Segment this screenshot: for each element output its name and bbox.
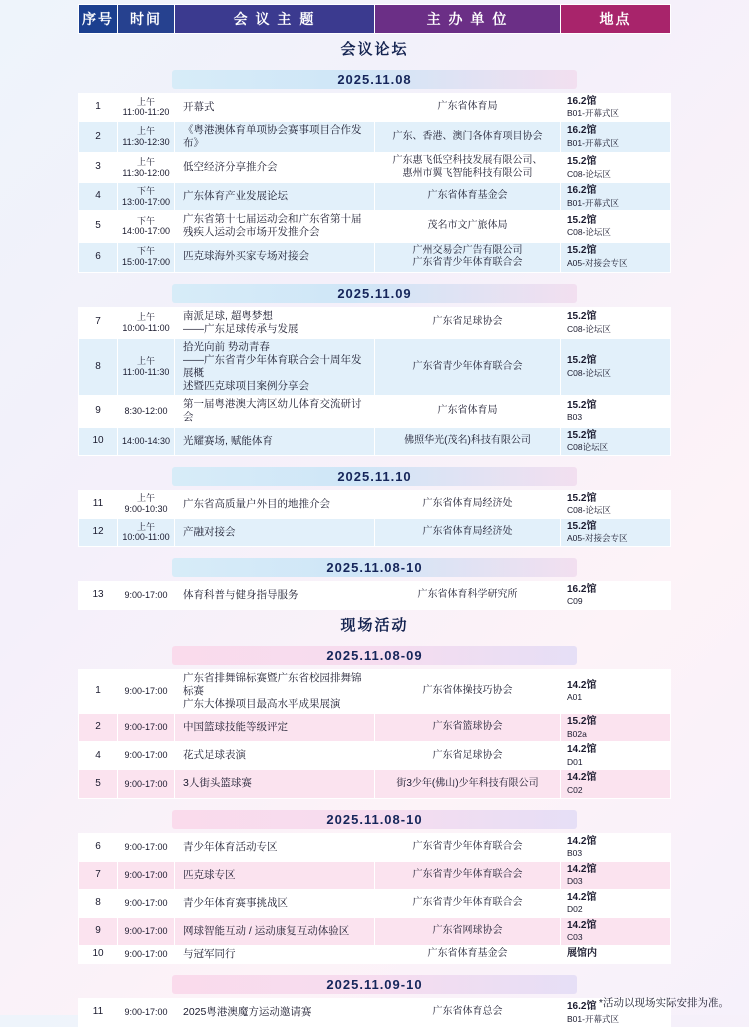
cell-time: 9:00-17:00 [118,770,175,798]
cell-time: 上午 11:00-11:30 [118,338,175,396]
table-row [79,714,671,742]
cell-topic: 开幕式 [175,93,375,121]
cell-no: 1 [79,93,118,121]
table-body [79,34,671,1027]
date-band [79,65,671,94]
cell-place [561,742,671,770]
cell-no: 8 [79,889,118,917]
table-row [79,338,671,396]
place-sub: C08论坛区 [567,442,609,452]
place-main: 16.2馆 [567,1001,597,1013]
table-row [79,669,671,713]
cell-place [561,93,671,121]
section-title: 现场活动 [340,617,409,634]
cell-time: 9:00-17:00 [118,714,175,742]
cell-topic: 第一届粤港澳大湾区幼儿体育交流研讨会 [175,396,375,427]
place-main: 展馆内 [567,948,597,960]
cell-organizer: 广东惠飞低空科技发展有限公司、 惠州市翼飞智能科技有限公司 [375,153,561,183]
cell-time: 8:30-12:00 [118,396,175,427]
column-header-organizer: 主 办 单 位 [375,5,561,34]
cell-time: 9:00-17:00 [118,861,175,889]
table-row [79,861,671,889]
place-main: 15.2馆 [567,245,597,257]
table-row [79,581,671,609]
place-sub: B01-开幕式区 [567,1013,619,1024]
cell-topic: 青少年体育赛事挑战区 [175,889,375,917]
table-row [79,833,671,861]
place-sub: A01 [567,692,583,703]
cell-time: 9:00-17:00 [118,742,175,770]
place-main: 15.2馆 [567,429,597,441]
cell-topic: 产融对接会 [175,518,375,546]
cell-topic: 广东体育产业发展论坛 [175,183,375,211]
cell-place [561,518,671,546]
place-sub: B01-开幕式区 [567,108,619,119]
place-main: 14.2馆 [567,835,597,847]
cell-no: 2 [79,121,118,152]
cell-organizer: 广东省足球协会 [375,307,561,338]
table-row [79,121,671,152]
cell-topic: 广东省第十七届运动会和广东省第十届 残疾人运动会市场开发推介会 [175,211,375,242]
place-main: 16.2馆 [567,125,597,137]
place-sub: C03 [567,932,583,943]
cell-topic: 光耀赛场, 赋能体育 [175,427,375,455]
place-sub: D01 [567,756,583,767]
place-sub: B01-开幕式区 [567,197,619,208]
date-band [79,462,671,491]
cell-time: 上午 10:00-11:00 [118,518,175,546]
cell-no: 9 [79,396,118,427]
place-main: 14.2馆 [567,679,597,691]
cell-organizer: 广东省体育基金会 [375,183,561,211]
cell-place [561,427,671,455]
cell-topic: 广东省排舞锦标赛暨广东省校园排舞锦标赛 广东大体操项目最高水平成果展演 [175,669,375,713]
cell-place [561,861,671,889]
column-header-topic: 会 议 主 题 [175,5,375,34]
place-sub: A05-对接会专区 [567,533,628,544]
cell-time: 14:00-14:30 [118,427,175,455]
cell-no: 10 [79,946,118,964]
cell-time: 9:00-17:00 [118,889,175,917]
table-row [79,889,671,917]
schedule-table [78,4,671,1027]
cell-place [561,917,671,945]
place-sub: D02 [567,904,583,915]
cell-topic: 匹克球专区 [175,861,375,889]
cell-no: 1 [79,669,118,713]
cell-topic: 广东省高质量户外目的地推介会 [175,490,375,518]
cell-organizer: 广东省体育局 [375,93,561,121]
cell-place [561,121,671,152]
cell-topic: 低空经济分享推介会 [175,153,375,183]
cell-place [561,396,671,427]
cell-topic: 《粤港澳体育单项协会赛事项目合作发布》 [175,121,375,152]
table-row [79,518,671,546]
cell-topic: 与冠军同行 [175,946,375,964]
place-main: 14.2馆 [567,863,597,875]
cell-organizer: 广东省网球协会 [375,917,561,945]
place-sub: B03 [567,848,583,858]
cell-no: 13 [79,581,118,609]
cell-place [561,211,671,242]
date-band-label: 2025.11.08-10 [172,810,577,829]
cell-topic: 2025粤港澳魔方运动邀请赛 [175,999,375,1027]
place-main: 16.2馆 [567,185,597,197]
place-sub: C08-论坛区 [567,367,611,378]
cell-place [561,183,671,211]
cell-no: 11 [79,999,118,1027]
cell-no: 10 [79,427,118,455]
date-band-label: 2025.11.08-10 [172,558,577,577]
table-row [79,770,671,798]
cell-time: 下午 13:00-17:00 [118,183,175,211]
cell-no: 2 [79,714,118,742]
cell-place [561,153,671,183]
cell-organizer: 广东省体育局经济处 [375,490,561,518]
place-main: 16.2馆 [567,583,597,595]
place-main: 16.2馆 [567,95,597,107]
cell-no: 7 [79,861,118,889]
cell-topic: 网球智能互动 / 运动康复互动体验区 [175,917,375,945]
cell-topic: 南派足球, 超粤梦想 ——广东足球传承与发展 [175,307,375,338]
cell-place [561,581,671,609]
place-main: 14.2馆 [567,744,597,756]
cell-time: 9:00-17:00 [118,669,175,713]
cell-no: 5 [79,211,118,242]
place-sub: B01-开幕式区 [567,137,619,148]
cell-organizer: 广东省体育科学研究所 [375,581,561,609]
table-row [79,307,671,338]
cell-organizer: 广东省体育局 [375,396,561,427]
cell-organizer: 佛照华光(茂名)科技有限公司 [375,427,561,455]
cell-time: 上午 11:30-12:30 [118,121,175,152]
cell-topic: 中国篮球技能等级评定 [175,714,375,742]
cell-organizer: 广东省体育基金会 [375,946,561,964]
place-main: 15.2馆 [567,520,597,532]
cell-organizer: 广东省体育局经济处 [375,518,561,546]
cell-no: 7 [79,307,118,338]
cell-topic: 拾光向前 势动青春 ——广东省青少年体育联合会十周年发展概 述暨匹克球项目案例分享会 [175,338,375,396]
cell-place [561,669,671,713]
table-row [79,93,671,121]
cell-time: 上午 9:00-10:30 [118,490,175,518]
date-band [79,805,671,834]
place-main: 15.2馆 [567,156,597,168]
cell-no: 12 [79,518,118,546]
cell-place [561,946,671,964]
place-main: 15.2馆 [567,492,597,504]
place-main: 14.2馆 [567,772,597,784]
cell-no: 9 [79,917,118,945]
date-band-label: 2025.11.08-09 [172,646,577,665]
place-sub: C09 [567,596,583,607]
table-row [79,999,671,1027]
cell-no: 6 [79,242,118,272]
cell-no: 4 [79,183,118,211]
place-main: 15.2馆 [567,214,597,226]
cell-time: 上午 11:30-12:00 [118,153,175,183]
cell-place [561,889,671,917]
cell-place [561,338,671,396]
place-main: 15.2馆 [567,716,597,728]
cell-organizer: 街3少年(佛山)少年科技有限公司 [375,770,561,798]
table-row [79,742,671,770]
place-main: 14.2馆 [567,919,597,931]
place-sub: C02 [567,784,583,795]
place-main: 15.2馆 [567,311,597,323]
place-sub: C08-论坛区 [567,168,611,179]
table-row [79,490,671,518]
cell-organizer: 广州交易会广告有限公司 广东省青少年体育联合会 [375,242,561,272]
cell-organizer: 广东省青少年体育联合会 [375,833,561,861]
cell-no: 11 [79,490,118,518]
cell-organizer: 广东、香港、澳门各体育项目协会 [375,121,561,152]
table-row [79,211,671,242]
cell-time: 9:00-17:00 [118,581,175,609]
table-row [79,396,671,427]
date-band [79,279,671,308]
cell-place [561,770,671,798]
date-band [79,970,671,999]
cell-topic: 匹克球海外买家专场对接会 [175,242,375,272]
place-sub: C08-论坛区 [567,505,611,516]
cell-place [561,242,671,272]
table-row [79,153,671,183]
section-title: 会议论坛 [340,41,409,58]
cell-place [561,714,671,742]
cell-organizer: 广东省体育总会 [375,999,561,1027]
cell-time: 下午 15:00-17:00 [118,242,175,272]
cell-place [561,307,671,338]
column-header-no: 序号 [79,5,118,34]
table-row [79,183,671,211]
cell-no: 8 [79,338,118,396]
cell-organizer: 广东省篮球协会 [375,714,561,742]
cell-organizer: 广东省青少年体育联合会 [375,861,561,889]
date-band [79,553,671,582]
place-sub: C08-论坛区 [567,323,611,334]
place-sub: D03 [567,876,583,887]
cell-time: 9:00-17:00 [118,999,175,1027]
cell-time: 上午 11:00-11:20 [118,93,175,121]
cell-no: 4 [79,742,118,770]
date-band-label: 2025.11.09-10 [172,975,577,994]
date-band-label: 2025.11.08 [172,70,577,89]
cell-place [561,490,671,518]
cell-organizer: 广东省青少年体育联合会 [375,338,561,396]
cell-organizer: 茂名市文广旅体局 [375,211,561,242]
place-main: 14.2馆 [567,891,597,903]
cell-topic: 花式足球表演 [175,742,375,770]
column-header-place: 地点 [561,5,671,34]
footnote: *活动以现场实际安排为准。 [598,997,729,1009]
table-row [79,427,671,455]
cell-time: 9:00-17:00 [118,946,175,964]
place-sub: B03 [567,412,583,423]
table-row [79,917,671,945]
cell-organizer: 广东省足球协会 [375,742,561,770]
cell-no: 3 [79,153,118,183]
date-band [79,641,671,670]
table-row [79,946,671,964]
table-header [79,5,671,34]
date-band-label: 2025.11.09 [172,284,577,303]
cell-time: 下午 14:00-17:00 [118,211,175,242]
cell-place [561,833,671,861]
place-sub: C08-论坛区 [567,227,611,238]
cell-organizer: 广东省青少年体育联合会 [375,889,561,917]
cell-topic: 3人街头篮球赛 [175,770,375,798]
column-header-time: 时间 [118,5,175,34]
place-sub: A05-对接会专区 [567,257,628,268]
table-row [79,242,671,272]
cell-no: 6 [79,833,118,861]
place-main: 15.2馆 [567,399,597,411]
cell-topic: 体育科普与健身指导服务 [175,581,375,609]
cell-time: 9:00-17:00 [118,833,175,861]
place-sub: B02a [567,728,587,739]
cell-no: 5 [79,770,118,798]
cell-organizer: 广东省体操技巧协会 [375,669,561,713]
schedule-sheet [78,4,670,1027]
date-band-label: 2025.11.10 [172,467,577,486]
place-main: 15.2馆 [567,355,597,367]
cell-topic: 青少年体育活动专区 [175,833,375,861]
cell-time: 9:00-17:00 [118,917,175,945]
cell-time: 上午 10:00-11:00 [118,307,175,338]
